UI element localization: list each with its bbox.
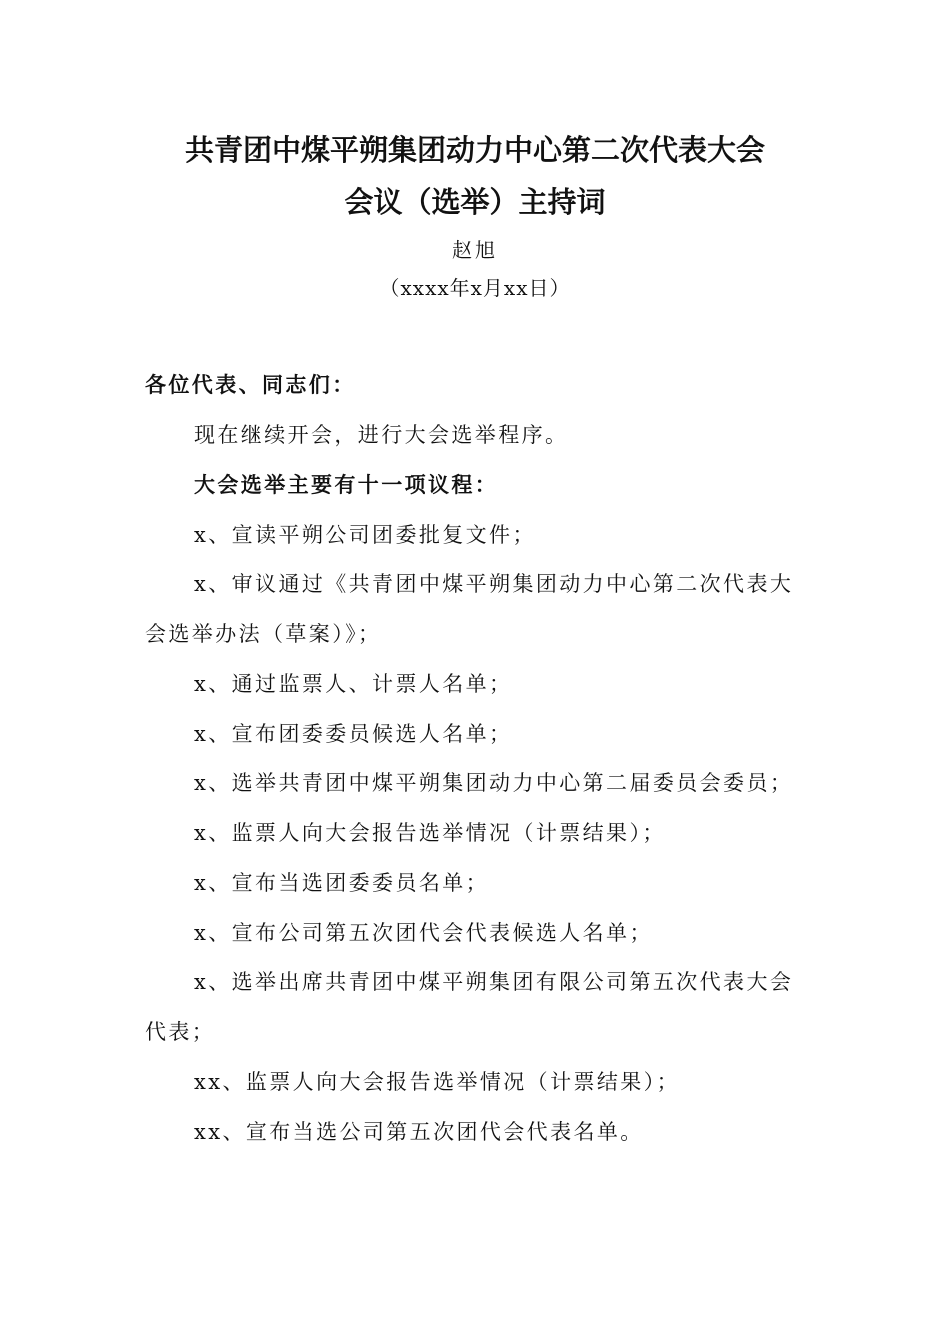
agenda-item: x、审议通过《共青团中煤平朔集团动力中心第二次代表大 bbox=[194, 572, 794, 596]
document-date: （xxxx年x月xx日） bbox=[379, 276, 571, 300]
agenda-item: x、宣布公司第五次团代会代表候选人名单； bbox=[194, 921, 653, 945]
agenda-item: xx、宣布当选公司第五次团代会代表名单。 bbox=[194, 1120, 644, 1144]
document-title-line1: 共青团中煤平朔集团动力中心第二次代表大会 bbox=[184, 133, 765, 167]
agenda-item: x、选举共青团中煤平朔集团动力中心第二届委员会委员； bbox=[194, 771, 794, 795]
intro-paragraph: 现在继续开会，进行大会选举程序。 bbox=[194, 423, 569, 447]
agenda-item: x、宣布团委委员候选人名单； bbox=[194, 722, 513, 746]
agenda-item-continuation: 代表； bbox=[145, 1020, 216, 1044]
document-title-line2: 会议（选举）主持词 bbox=[344, 185, 606, 219]
agenda-item: x、宣读平朔公司团委批复文件； bbox=[194, 523, 536, 547]
agenda-item: xx、监票人向大会报告选举情况（计票结果）； bbox=[194, 1070, 680, 1094]
agenda-item: x、通过监票人、计票人名单； bbox=[194, 672, 513, 696]
salutation: 各位代表、同志们： bbox=[145, 372, 356, 397]
agenda-item: x、监票人向大会报告选举情况（计票结果）； bbox=[194, 821, 666, 845]
agenda-item: x、选举出席共青团中煤平朔集团有限公司第五次代表大会 bbox=[194, 970, 794, 994]
document-author: 赵旭 bbox=[452, 238, 498, 262]
agenda-heading: 大会选举主要有十一项议程： bbox=[194, 472, 499, 497]
agenda-item: x、宣布当选团委委员名单； bbox=[194, 871, 490, 895]
agenda-item-continuation: 会选举办法（草案）》； bbox=[145, 622, 382, 646]
